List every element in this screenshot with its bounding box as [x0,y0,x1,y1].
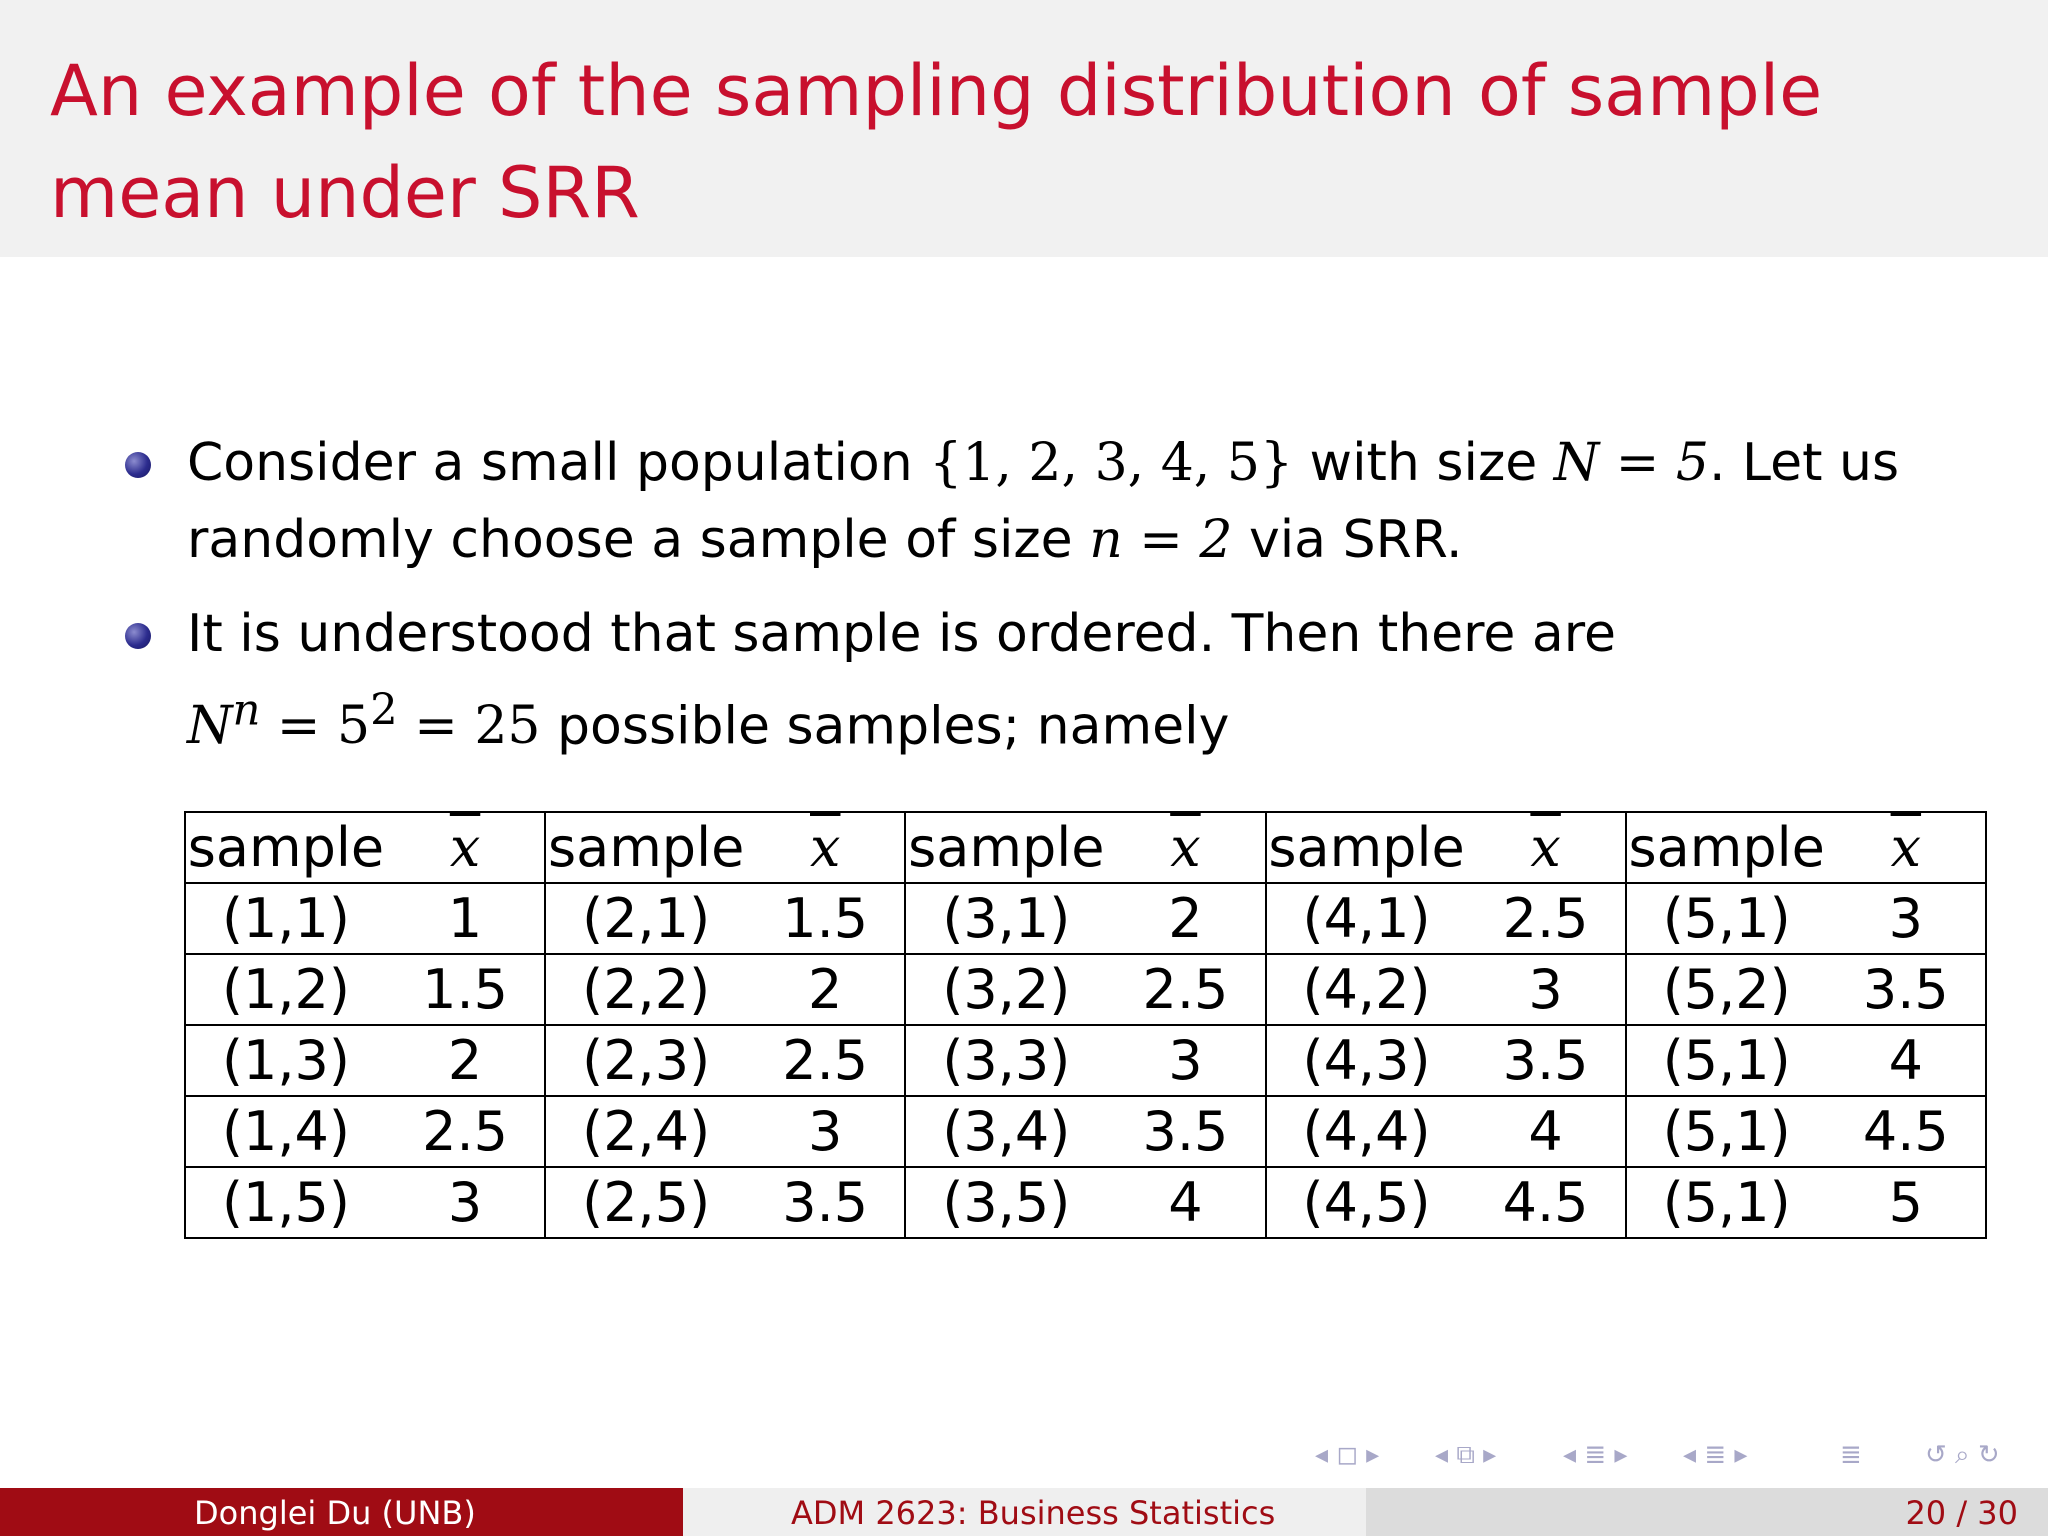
header-xbar: $\overline{x}$ [1106,812,1265,883]
bullet-dot-icon [125,623,151,649]
sample-cell: (3,4) [905,1096,1106,1167]
bullet-text: Consider a small population [187,433,930,493]
sample-cell: (1,2) [185,954,386,1025]
sample-cell: (2,5) [545,1167,746,1238]
mean-cell: 4.5 [1827,1096,1986,1167]
sample-cell: (5,1) [1626,883,1827,954]
sample-cell: (5,1) [1626,1096,1827,1167]
bullet-list [122,425,1982,782]
nav-search-icon[interactable]: ↺ ⌕ ↻ [1925,1440,2000,1470]
bullet-item [122,425,1982,579]
header-sample: sample [905,812,1106,883]
nav-align-icon[interactable]: ≣ [1840,1440,1862,1470]
bullet-item [122,596,1982,765]
math-sample-count: $N^n = 5^2 = 25$ [187,686,541,757]
sample-cell: (5,1) [1626,1167,1827,1238]
bullet-text: possible samples; namely [540,696,1230,757]
sample-cell: (4,3) [1266,1025,1467,1096]
header-xbar: $\overline{x}$ [1827,812,1986,883]
sample-cell: (4,2) [1266,954,1467,1025]
sample-cell: (3,1) [905,883,1106,954]
mean-cell: 2.5 [386,1096,545,1167]
mean-cell: 4 [1106,1167,1265,1238]
mean-cell: 3.5 [1466,1025,1625,1096]
mean-cell: 1.5 [386,954,545,1025]
header-xbar: $\overline{x}$ [746,812,905,883]
mean-cell: 1.5 [746,883,905,954]
mean-cell: 3 [386,1167,545,1238]
sample-cell: (2,4) [545,1096,746,1167]
bullet-text: via SRR. [1232,510,1463,570]
slide-header [0,0,2048,257]
header-xbar: $\overline{x}$ [386,812,545,883]
footer-course: ADM 2623: Business Statistics [791,1494,1276,1532]
nav-frame-icon[interactable]: ◂ ⧉ ▸ [1435,1440,1497,1470]
mean-cell: 2.5 [1106,954,1265,1025]
mean-cell: 2 [746,954,905,1025]
sample-cell: (2,3) [545,1025,746,1096]
samples-table [184,811,1987,1239]
sample-cell: (3,3) [905,1025,1106,1096]
sample-cell: (4,1) [1266,883,1467,954]
header-sample: sample [185,812,386,883]
mean-cell: 2 [1106,883,1265,954]
footer-author: Donglei Du (UNB) [194,1494,476,1532]
beamer-navigation [1315,1440,2035,1472]
table-row [185,1025,1986,1096]
bullet-text: randomly choose a sample of size [187,510,1090,570]
math-set: {1, 2, 3, 4, 5} [929,433,1294,493]
header-sample: sample [545,812,746,883]
sample-cell: (1,5) [185,1167,386,1238]
mean-cell: 3 [1106,1025,1265,1096]
bullet-dot-icon [125,452,151,478]
mean-cell: 4 [1466,1096,1625,1167]
mean-cell: 2.5 [746,1025,905,1096]
mean-cell: 3 [1466,954,1625,1025]
mean-cell: 3.5 [746,1167,905,1238]
mean-cell: 3 [746,1096,905,1167]
table-row [185,954,1986,1025]
footer-page-box [1366,1488,2048,1536]
sample-cell: (1,3) [185,1025,386,1096]
math-population-size: N = 5 [1553,433,1709,493]
nav-slide-icon[interactable]: ◂ ◻ ▸ [1315,1440,1380,1470]
header-xbar: $\overline{x}$ [1466,812,1625,883]
mean-cell: 4.5 [1466,1167,1625,1238]
footer-author-box [0,1488,683,1536]
mean-cell: 1 [386,883,545,954]
mean-cell: 2.5 [1466,883,1625,954]
sample-cell: (2,2) [545,954,746,1025]
sample-cell: (5,1) [1626,1025,1827,1096]
bullet-text: . Let us [1709,433,1900,493]
mean-cell: 3.5 [1106,1096,1265,1167]
footer-page-number: 20 / 30 [1905,1494,2018,1532]
mean-cell: 5 [1827,1167,1986,1238]
sample-cell: (3,2) [905,954,1106,1025]
mean-cell: 3.5 [1827,954,1986,1025]
slide-footer [0,1488,2048,1536]
nav-section-icon[interactable]: ◂ ≣ ▸ [1683,1440,1748,1470]
mean-cell: 2 [386,1025,545,1096]
bullet-text: It is understood that sample is ordered. Then there are [187,604,1617,664]
table-row [185,883,1986,954]
mean-cell: 3 [1827,883,1986,954]
nav-subsection-icon[interactable]: ◂ ≣ ▸ [1563,1440,1628,1470]
math-sample-size: n = 2 [1089,510,1233,570]
table-header-row [185,812,1986,883]
slide-title: An example of the sampling distribution of sample mean under SRR [50,50,1823,234]
table-row [185,1167,1986,1238]
table-row [185,1096,1986,1167]
sample-cell: (4,5) [1266,1167,1467,1238]
sample-cell: (1,1) [185,883,386,954]
footer-course-box [683,1488,1366,1536]
bullet-text: with size [1293,433,1554,493]
sample-cell: (3,5) [905,1167,1106,1238]
mean-cell: 4 [1827,1025,1986,1096]
sample-cell: (4,4) [1266,1096,1467,1167]
header-sample: sample [1626,812,1827,883]
sample-cell: (5,2) [1626,954,1827,1025]
sample-cell: (1,4) [185,1096,386,1167]
header-sample: sample [1266,812,1467,883]
sample-cell: (2,1) [545,883,746,954]
